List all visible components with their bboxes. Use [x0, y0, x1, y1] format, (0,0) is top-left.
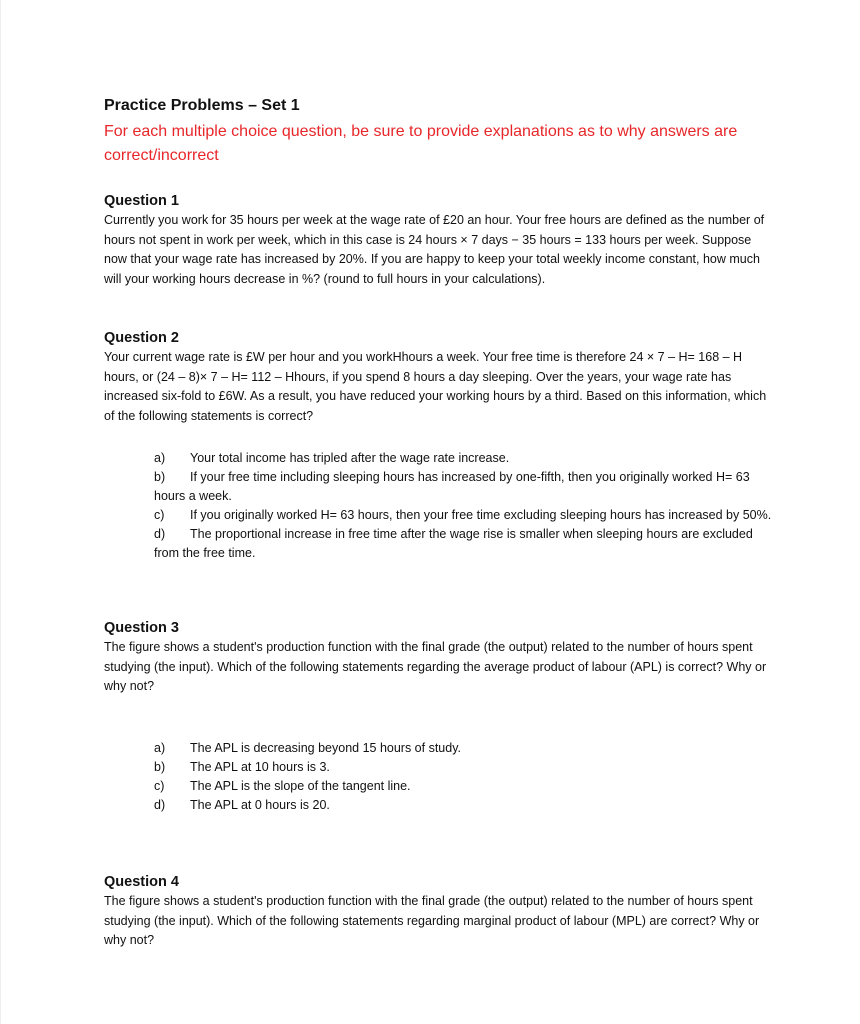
- instructions-text: For each multiple choice question, be sure to provide explanations as to why answers are correct/incorrect: [104, 123, 738, 164]
- question-2: [104, 329, 774, 560]
- answer-options: [154, 449, 774, 563]
- question-4: [104, 873, 774, 951]
- question-text: Your current wage rate is £W per hour and you workHhours a week. Your free time is therefore 24 × 7 – H= 168 – H hours, or (24 – 8)× 7 – H= 112 – Hhours, if you spend 8 hours a day sleeping. Over the years, your wage rate has increased six-fold to £6W. As a result, you have reduced your working hours by a third. Based on this information, which of the following statements is correct?: [104, 350, 767, 423]
- question-heading: Question 2: [104, 330, 179, 346]
- question-3: [104, 619, 774, 812]
- option-letter: d): [154, 527, 166, 541]
- answer-option: [154, 758, 774, 777]
- option-text: The APL is the slope of the tangent line.: [190, 779, 411, 793]
- question-heading: Question 3: [104, 620, 179, 636]
- document-content: [104, 96, 774, 947]
- option-letter: a): [154, 451, 166, 465]
- option-text: Your total income has tripled after the wage rate increase.: [190, 451, 510, 465]
- answer-option: [154, 506, 774, 525]
- question-text: Currently you work for 35 hours per week at the wage rate of £20 an hour. Your free hours are defined as the number of hours not spent in work per week, which in this case is 24 hours × 7 days − 35 hours = 133 hours per week. Suppose now that your wage rate has increased by 20%. If you are happy to keep your total weekly income constant, how much will your working hours decrease in %? (round to full hours in your calculations).: [104, 213, 765, 286]
- answer-option: [154, 739, 774, 758]
- question-heading: Question 4: [104, 874, 179, 890]
- option-text: The APL is decreasing beyond 15 hours of study.: [190, 741, 462, 755]
- option-text: The proportional increase in free time after the wage rise is smaller when sleeping hours are excluded from the free time.: [154, 527, 753, 560]
- option-letter: a): [154, 741, 166, 755]
- question-1: [104, 192, 774, 289]
- question-text: The figure shows a student's production function with the final grade (the output) related to the number of hours spent studying (the input). Which of the following statements regarding the average product of labour (APL) is correct? Why or why not?: [104, 640, 767, 693]
- answer-option: [154, 796, 774, 815]
- question-heading: Question 1: [104, 193, 179, 209]
- option-letter: c): [154, 779, 165, 793]
- answer-option: [154, 449, 774, 468]
- option-text: If you originally worked H= 63 hours, then your free time excluding sleeping hours has increased by 50%.: [190, 508, 772, 522]
- page-title: Practice Problems – Set 1: [104, 97, 300, 114]
- option-letter: b): [154, 760, 166, 774]
- option-text: If your free time including sleeping hours has increased by one-fifth, then you originally worked H= 63 hours a week.: [154, 470, 750, 503]
- option-letter: b): [154, 470, 166, 484]
- option-text: The APL at 10 hours is 3.: [190, 760, 330, 774]
- answer-options: [154, 739, 774, 815]
- option-letter: c): [154, 508, 165, 522]
- answer-option: [154, 525, 774, 563]
- question-text: The figure shows a student's production function with the final grade (the output) related to the number of hours spent studying (the input). Which of the following statements regarding marginal product of labour (MPL) are correct? Why or why not?: [104, 894, 760, 947]
- option-text: The APL at 0 hours is 20.: [190, 798, 330, 812]
- option-letter: d): [154, 798, 166, 812]
- answer-option: [154, 468, 774, 506]
- answer-option: [154, 777, 774, 796]
